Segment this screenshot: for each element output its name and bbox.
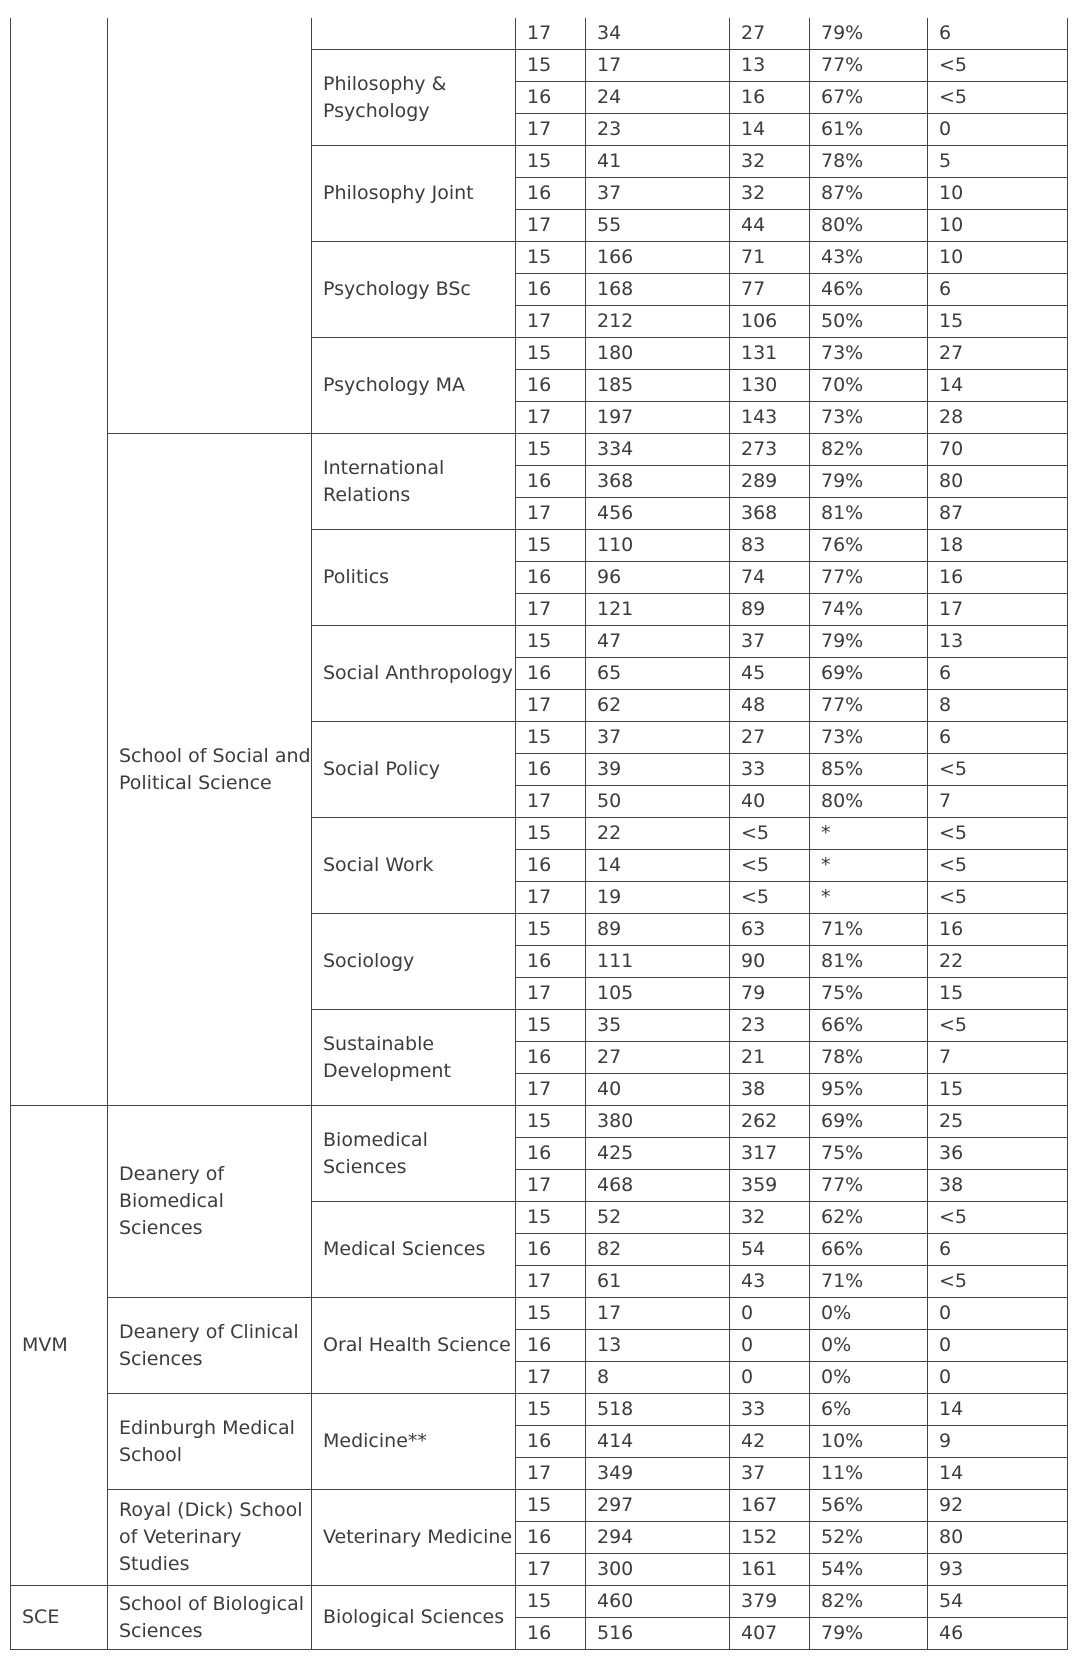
applications-cell: 197 [586, 402, 730, 434]
year-cell: 17 [516, 18, 586, 50]
offer-rate-cell: 73% [810, 338, 928, 370]
offer-rate-cell: 79% [810, 1618, 928, 1650]
offers-cell: 32 [730, 178, 810, 210]
school-cell: Deanery of Clinical Sciences [108, 1298, 312, 1394]
applications-cell: 41 [586, 146, 730, 178]
offer-rate-cell: 79% [810, 626, 928, 658]
applications-cell: 380 [586, 1106, 730, 1138]
applications-cell: 19 [586, 882, 730, 914]
entrants-cell: 25 [928, 1106, 1068, 1138]
programme-cell: Philosophy Joint [312, 146, 516, 242]
entrants-cell: <5 [928, 1202, 1068, 1234]
programme-cell: Social Policy [312, 722, 516, 818]
entrants-cell: 6 [928, 722, 1068, 754]
year-cell: 15 [516, 914, 586, 946]
applications-cell: 35 [586, 1010, 730, 1042]
offers-cell: 273 [730, 434, 810, 466]
year-cell: 15 [516, 530, 586, 562]
applications-cell: 14 [586, 850, 730, 882]
year-cell: 15 [516, 146, 586, 178]
year-cell: 17 [516, 882, 586, 914]
offers-cell: 27 [730, 18, 810, 50]
year-cell: 17 [516, 1458, 586, 1490]
entrants-cell: 16 [928, 562, 1068, 594]
offer-rate-cell: 87% [810, 178, 928, 210]
applications-cell: 17 [586, 50, 730, 82]
offers-cell: 152 [730, 1522, 810, 1554]
applications-cell: 62 [586, 690, 730, 722]
entrants-cell: 38 [928, 1170, 1068, 1202]
programme-cell: Philosophy & Psychology [312, 50, 516, 146]
offer-rate-cell: 79% [810, 466, 928, 498]
year-cell: 16 [516, 274, 586, 306]
applications-cell: 185 [586, 370, 730, 402]
offer-rate-cell: 82% [810, 434, 928, 466]
programme-cell: Medicine** [312, 1394, 516, 1490]
applications-cell: 61 [586, 1266, 730, 1298]
entrants-cell: 80 [928, 1522, 1068, 1554]
offer-rate-cell: 66% [810, 1010, 928, 1042]
entrants-cell: 27 [928, 338, 1068, 370]
applications-cell: 111 [586, 946, 730, 978]
offer-rate-cell: 71% [810, 1266, 928, 1298]
offer-rate-cell: 77% [810, 50, 928, 82]
applications-cell: 65 [586, 658, 730, 690]
offer-rate-cell: 85% [810, 754, 928, 786]
offer-rate-cell: 78% [810, 146, 928, 178]
programme-cell: Social Work [312, 818, 516, 914]
offer-rate-cell: 75% [810, 1138, 928, 1170]
offer-rate-cell: 82% [810, 1586, 928, 1618]
school-cell: Deanery of Biomedical Sciences [108, 1106, 312, 1298]
offers-cell: 83 [730, 530, 810, 562]
table-row [11, 1394, 1068, 1426]
year-cell: 16 [516, 1522, 586, 1554]
offers-cell: 130 [730, 370, 810, 402]
school-cell: School of Biological Sciences [108, 1586, 312, 1650]
year-cell: 15 [516, 1394, 586, 1426]
year-cell: 17 [516, 594, 586, 626]
applications-cell: 425 [586, 1138, 730, 1170]
offer-rate-cell: 56% [810, 1490, 928, 1522]
table-row [11, 1106, 1068, 1138]
applications-cell: 166 [586, 242, 730, 274]
entrants-cell: <5 [928, 1010, 1068, 1042]
applications-cell: 110 [586, 530, 730, 562]
programme-cell: International Relations [312, 434, 516, 530]
applications-cell: 180 [586, 338, 730, 370]
entrants-cell: 36 [928, 1138, 1068, 1170]
offers-cell: <5 [730, 882, 810, 914]
applications-cell: 34 [586, 18, 730, 50]
offers-cell: 71 [730, 242, 810, 274]
offers-cell: 27 [730, 722, 810, 754]
entrants-cell: 10 [928, 178, 1068, 210]
applications-cell: 121 [586, 594, 730, 626]
entrants-cell: 0 [928, 1298, 1068, 1330]
entrants-cell: 14 [928, 1458, 1068, 1490]
year-cell: 15 [516, 722, 586, 754]
applications-cell: 456 [586, 498, 730, 530]
year-cell: 15 [516, 338, 586, 370]
offer-rate-cell: 69% [810, 658, 928, 690]
applications-cell: 168 [586, 274, 730, 306]
offers-cell: 32 [730, 146, 810, 178]
applications-cell: 55 [586, 210, 730, 242]
year-cell: 16 [516, 658, 586, 690]
offers-cell: 14 [730, 114, 810, 146]
table-row [11, 1490, 1068, 1522]
applications-cell: 17 [586, 1298, 730, 1330]
applications-cell: 334 [586, 434, 730, 466]
programme-cell: Biological Sciences [312, 1586, 516, 1650]
year-cell: 17 [516, 1074, 586, 1106]
entrants-cell: 6 [928, 1234, 1068, 1266]
year-cell: 15 [516, 1202, 586, 1234]
entrants-cell: 16 [928, 914, 1068, 946]
applications-cell: 516 [586, 1618, 730, 1650]
year-cell: 17 [516, 498, 586, 530]
offer-rate-cell: 77% [810, 1170, 928, 1202]
year-cell: 15 [516, 242, 586, 274]
year-cell: 16 [516, 1234, 586, 1266]
year-cell: 17 [516, 114, 586, 146]
year-cell: 15 [516, 1490, 586, 1522]
offers-cell: 33 [730, 1394, 810, 1426]
applications-cell: 13 [586, 1330, 730, 1362]
year-cell: 15 [516, 434, 586, 466]
applications-cell: 96 [586, 562, 730, 594]
year-cell: 15 [516, 626, 586, 658]
year-cell: 17 [516, 690, 586, 722]
offers-cell: 90 [730, 946, 810, 978]
offers-cell: 262 [730, 1106, 810, 1138]
year-cell: 17 [516, 1362, 586, 1394]
applications-cell: 27 [586, 1042, 730, 1074]
offers-cell: 40 [730, 786, 810, 818]
year-cell: 16 [516, 1618, 586, 1650]
year-cell: 17 [516, 210, 586, 242]
entrants-cell: 46 [928, 1618, 1068, 1650]
offers-cell: 74 [730, 562, 810, 594]
offer-rate-cell: 0% [810, 1330, 928, 1362]
offer-rate-cell: 0% [810, 1298, 928, 1330]
year-cell: 17 [516, 306, 586, 338]
admissions-table [10, 18, 1068, 1650]
applications-cell: 89 [586, 914, 730, 946]
offer-rate-cell: 10% [810, 1426, 928, 1458]
applications-cell: 105 [586, 978, 730, 1010]
offer-rate-cell: 61% [810, 114, 928, 146]
programme-cell: Veterinary Medicine [312, 1490, 516, 1586]
entrants-cell: 22 [928, 946, 1068, 978]
year-cell: 16 [516, 178, 586, 210]
offers-cell: 167 [730, 1490, 810, 1522]
entrants-cell: <5 [928, 754, 1068, 786]
offer-rate-cell: 66% [810, 1234, 928, 1266]
entrants-cell: 0 [928, 114, 1068, 146]
offer-rate-cell: 67% [810, 82, 928, 114]
offers-cell: 77 [730, 274, 810, 306]
programme-cell: Sociology [312, 914, 516, 1010]
entrants-cell: 14 [928, 1394, 1068, 1426]
applications-cell: 23 [586, 114, 730, 146]
entrants-cell: 80 [928, 466, 1068, 498]
offers-cell: 407 [730, 1618, 810, 1650]
offers-cell: 368 [730, 498, 810, 530]
entrants-cell: <5 [928, 1266, 1068, 1298]
year-cell: 17 [516, 402, 586, 434]
table-row [11, 434, 1068, 466]
programme-cell: Social Anthropology [312, 626, 516, 722]
offers-cell: 289 [730, 466, 810, 498]
offer-rate-cell: 79% [810, 18, 928, 50]
year-cell: 16 [516, 562, 586, 594]
programme-cell: Medical Sciences [312, 1202, 516, 1298]
offers-cell: <5 [730, 850, 810, 882]
entrants-cell: <5 [928, 50, 1068, 82]
entrants-cell: <5 [928, 818, 1068, 850]
applications-cell: 22 [586, 818, 730, 850]
applications-cell: 40 [586, 1074, 730, 1106]
offer-rate-cell: 80% [810, 786, 928, 818]
entrants-cell: 0 [928, 1362, 1068, 1394]
offer-rate-cell: 73% [810, 402, 928, 434]
year-cell: 17 [516, 786, 586, 818]
programme-cell: Biomedical Sciences [312, 1106, 516, 1202]
offers-cell: 79 [730, 978, 810, 1010]
year-cell: 16 [516, 1042, 586, 1074]
entrants-cell: 15 [928, 1074, 1068, 1106]
entrants-cell: 18 [928, 530, 1068, 562]
offers-cell: 359 [730, 1170, 810, 1202]
applications-cell: 368 [586, 466, 730, 498]
offers-cell: 37 [730, 1458, 810, 1490]
entrants-cell: 93 [928, 1554, 1068, 1586]
year-cell: 16 [516, 1426, 586, 1458]
applications-cell: 294 [586, 1522, 730, 1554]
applications-cell: 212 [586, 306, 730, 338]
entrants-cell: 0 [928, 1330, 1068, 1362]
offers-cell: 38 [730, 1074, 810, 1106]
year-cell: 16 [516, 850, 586, 882]
applications-cell: 300 [586, 1554, 730, 1586]
entrants-cell: 9 [928, 1426, 1068, 1458]
programme-cell: Sustainable Development [312, 1010, 516, 1106]
offers-cell: 45 [730, 658, 810, 690]
offers-cell: 317 [730, 1138, 810, 1170]
offer-rate-cell: 76% [810, 530, 928, 562]
offers-cell: 21 [730, 1042, 810, 1074]
offer-rate-cell: 50% [810, 306, 928, 338]
offers-cell: 0 [730, 1298, 810, 1330]
offer-rate-cell: 77% [810, 690, 928, 722]
offers-cell: 44 [730, 210, 810, 242]
offer-rate-cell: 43% [810, 242, 928, 274]
offer-rate-cell: 0% [810, 1362, 928, 1394]
applications-cell: 8 [586, 1362, 730, 1394]
college-cell: MVM [11, 1106, 108, 1586]
entrants-cell: 15 [928, 978, 1068, 1010]
entrants-cell: 6 [928, 658, 1068, 690]
entrants-cell: 87 [928, 498, 1068, 530]
offer-rate-cell: * [810, 882, 928, 914]
school-cell: School of Social and Political Science [108, 434, 312, 1106]
year-cell: 16 [516, 466, 586, 498]
offers-cell: 143 [730, 402, 810, 434]
entrants-cell: 10 [928, 210, 1068, 242]
entrants-cell: 7 [928, 1042, 1068, 1074]
offer-rate-cell: 62% [810, 1202, 928, 1234]
school-cell [108, 18, 312, 434]
offer-rate-cell: 54% [810, 1554, 928, 1586]
table-row [11, 18, 1068, 50]
entrants-cell: 14 [928, 370, 1068, 402]
offers-cell: 13 [730, 50, 810, 82]
entrants-cell: 54 [928, 1586, 1068, 1618]
entrants-cell: 70 [928, 434, 1068, 466]
year-cell: 15 [516, 1106, 586, 1138]
year-cell: 16 [516, 1138, 586, 1170]
year-cell: 17 [516, 1266, 586, 1298]
offers-cell: 43 [730, 1266, 810, 1298]
offers-cell: 106 [730, 306, 810, 338]
offer-rate-cell: 52% [810, 1522, 928, 1554]
table-body [11, 18, 1068, 1650]
offer-rate-cell: 75% [810, 978, 928, 1010]
school-cell: Edinburgh Medical School [108, 1394, 312, 1490]
entrants-cell: 5 [928, 146, 1068, 178]
entrants-cell: <5 [928, 82, 1068, 114]
applications-cell: 460 [586, 1586, 730, 1618]
offer-rate-cell: 70% [810, 370, 928, 402]
applications-cell: 468 [586, 1170, 730, 1202]
applications-cell: 37 [586, 178, 730, 210]
applications-cell: 414 [586, 1426, 730, 1458]
applications-cell: 50 [586, 786, 730, 818]
entrants-cell: 10 [928, 242, 1068, 274]
applications-cell: 518 [586, 1394, 730, 1426]
school-cell: Royal (Dick) School of Veterinary Studies [108, 1490, 312, 1586]
year-cell: 16 [516, 946, 586, 978]
college-cell: SCE [11, 1586, 108, 1650]
entrants-cell: 6 [928, 18, 1068, 50]
applications-cell: 349 [586, 1458, 730, 1490]
year-cell: 15 [516, 1586, 586, 1618]
table-row [11, 1586, 1068, 1618]
entrants-cell: <5 [928, 882, 1068, 914]
applications-cell: 82 [586, 1234, 730, 1266]
applications-cell: 24 [586, 82, 730, 114]
offer-rate-cell: 95% [810, 1074, 928, 1106]
entrants-cell: 13 [928, 626, 1068, 658]
offers-cell: 89 [730, 594, 810, 626]
applications-cell: 297 [586, 1490, 730, 1522]
offer-rate-cell: 6% [810, 1394, 928, 1426]
offer-rate-cell: 81% [810, 498, 928, 530]
programme-cell: Psychology BSc [312, 242, 516, 338]
offer-rate-cell: 77% [810, 562, 928, 594]
offer-rate-cell: 80% [810, 210, 928, 242]
entrants-cell: 17 [928, 594, 1068, 626]
year-cell: 16 [516, 1330, 586, 1362]
year-cell: 17 [516, 1554, 586, 1586]
programme-cell: Politics [312, 530, 516, 626]
offer-rate-cell: 71% [810, 914, 928, 946]
offer-rate-cell: 73% [810, 722, 928, 754]
applications-cell: 39 [586, 754, 730, 786]
table-row [11, 1298, 1068, 1330]
offer-rate-cell: 74% [810, 594, 928, 626]
entrants-cell: 28 [928, 402, 1068, 434]
year-cell: 15 [516, 1298, 586, 1330]
offer-rate-cell: * [810, 850, 928, 882]
offers-cell: 32 [730, 1202, 810, 1234]
offers-cell: 33 [730, 754, 810, 786]
offers-cell: 37 [730, 626, 810, 658]
offers-cell: 0 [730, 1362, 810, 1394]
entrants-cell: 7 [928, 786, 1068, 818]
entrants-cell: 15 [928, 306, 1068, 338]
year-cell: 15 [516, 50, 586, 82]
offers-cell: 42 [730, 1426, 810, 1458]
applications-cell: 47 [586, 626, 730, 658]
offers-cell: 131 [730, 338, 810, 370]
offer-rate-cell: * [810, 818, 928, 850]
entrants-cell: 6 [928, 274, 1068, 306]
offers-cell: 48 [730, 690, 810, 722]
offer-rate-cell: 81% [810, 946, 928, 978]
offers-cell: 54 [730, 1234, 810, 1266]
year-cell: 17 [516, 1170, 586, 1202]
year-cell: 15 [516, 1010, 586, 1042]
offers-cell: 379 [730, 1586, 810, 1618]
entrants-cell: 92 [928, 1490, 1068, 1522]
offers-cell: 0 [730, 1330, 810, 1362]
programme-cell [312, 18, 516, 50]
programme-cell: Psychology MA [312, 338, 516, 434]
offers-cell: 23 [730, 1010, 810, 1042]
programme-cell: Oral Health Science [312, 1298, 516, 1394]
entrants-cell: <5 [928, 850, 1068, 882]
year-cell: 15 [516, 818, 586, 850]
college-cell [11, 18, 108, 1106]
offers-cell: 63 [730, 914, 810, 946]
offer-rate-cell: 78% [810, 1042, 928, 1074]
offer-rate-cell: 69% [810, 1106, 928, 1138]
offers-cell: <5 [730, 818, 810, 850]
year-cell: 17 [516, 978, 586, 1010]
offer-rate-cell: 11% [810, 1458, 928, 1490]
offers-cell: 161 [730, 1554, 810, 1586]
applications-cell: 37 [586, 722, 730, 754]
year-cell: 16 [516, 754, 586, 786]
year-cell: 16 [516, 370, 586, 402]
offer-rate-cell: 46% [810, 274, 928, 306]
year-cell: 16 [516, 82, 586, 114]
offers-cell: 16 [730, 82, 810, 114]
applications-cell: 52 [586, 1202, 730, 1234]
entrants-cell: 8 [928, 690, 1068, 722]
